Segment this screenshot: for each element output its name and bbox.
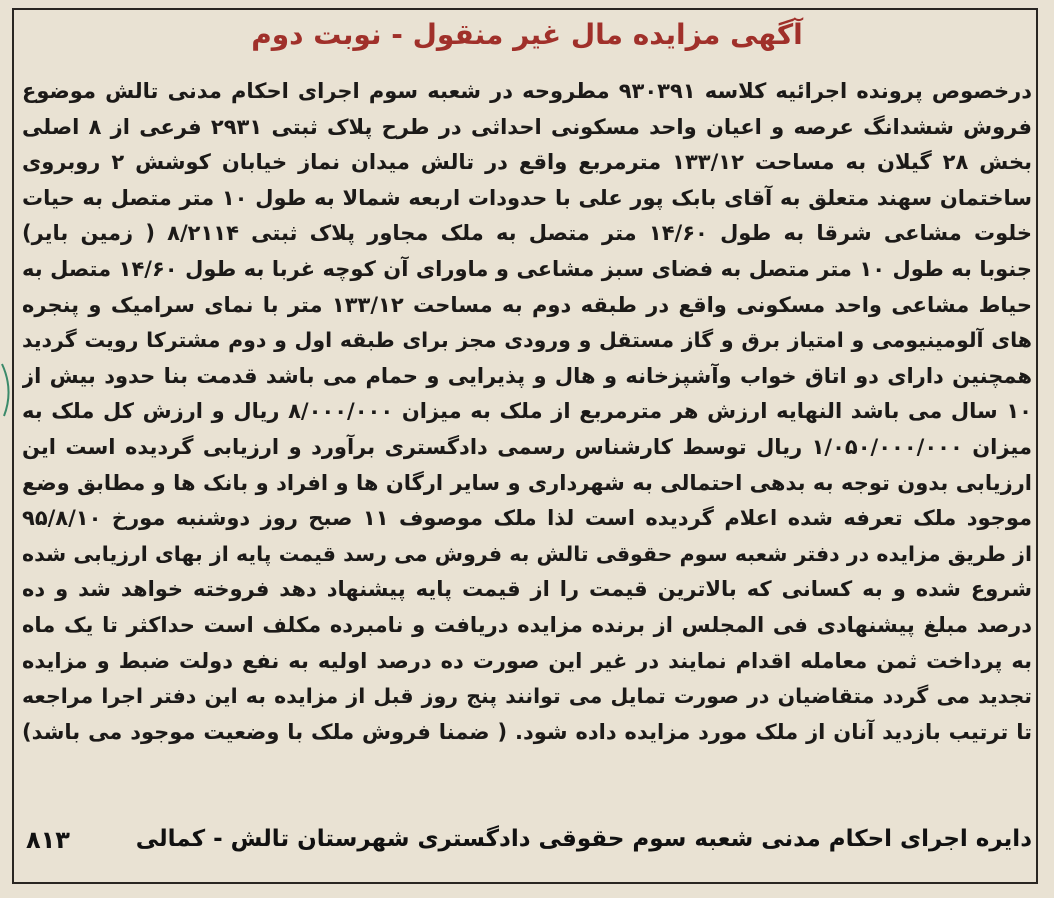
- notice-line: درصد مبلغ پیشنهادی فی المجلس از برنده مزایده دریافت و نامبرده مکلف است حداکثر تا یک ماه: [22, 612, 1032, 637]
- notice-line: همچنین دارای دو اتاق خواب وآشپزخانه و هال و پذیرایی و حمام می باشد قدمت بنا حدود بیش از: [22, 363, 1032, 388]
- notice-line: ساختمان سهند متعلق به آقای بابک پور علی با حدودات اربعه شمالا به طول ۱۰ متر متصل به حیات: [22, 185, 1032, 210]
- issuer-signature: دایره اجرای احکام مدنی شعبه سوم حقوقی دادگستری شهرستان تالش - کمالی: [135, 826, 1032, 852]
- notice-line: درخصوص پرونده اجرائیه کلاسه ۹۳۰۳۹۱ مطروحه در شعبه سوم اجرای احکام مدنی تالش موضوع: [22, 79, 1032, 103]
- notice-line: تجدید می گردد متقاضیان در صورت تمایل می توانند پنج روز قبل از مزایده به این دفتر اجرا مراجعه: [22, 684, 1032, 709]
- notice-line: های آلومینیومی و امتیاز برق و گاز مستقل و ورودی مجز برای طبقه اول و دوم مشترکا رویت گردید: [22, 328, 1032, 353]
- notice-footer: [22, 826, 1032, 862]
- notice-line: موجود ملک تعرفه شده اعلام گردیده است لذا ملک موصوف ۱۱ صبح روز دوشنبه مورخ ۹۵/۸/۱۰: [22, 506, 1032, 531]
- notice-line: ارزیابی بدون توجه به بدهی احتمالی به شهرداری و سایر ارگان ها و افراد و بانک ها و مطابق وضع: [22, 470, 1032, 495]
- notice-line: خلوت مشاعی شرقا به طول ۱۴/۶۰ متر متصل به ملک مجاور پلاک ثبتی ۸/۲۱۱۴ ( زمین بایر): [22, 221, 1032, 246]
- notice-line: شروع شده و به کسانی که بالاترین قیمت را از قیمت پایه پیشنهاد دهد فروخته خواهد شد و ده: [22, 577, 1032, 602]
- notice-body: [22, 74, 1032, 750]
- notice-line: بخش ۲۸ گیلان به مساحت ۱۳۳/۱۲ مترمربع واقع در تالش میدان نماز خیابان کوشش ۲ روبروی: [22, 150, 1032, 175]
- notice-line: حیاط مشاعی واحد مسکونی واقع در طبقه دوم به مساحت ۱۳۳/۱۲ متر با نمای سرامیک و پنجره: [22, 292, 1032, 317]
- notice-line: میزان ۱/۰۵۰/۰۰۰/۰۰۰ ریال توسط کارشناس رسمی دادگستری برآورد و ارزیابی گردیده است این: [22, 434, 1032, 459]
- notice-line: تا ترتیب بازدید آنان از ملک مورد مزایده داده شود. ( ضمنا فروش ملک با وضعیت موجود می باشد): [22, 719, 1032, 744]
- notice-line: جنوبا به طول ۱۰ متر متصل به فضای سبز مشاعی و ماورای آن کوچه غربا به طول ۱۴/۶۰ متصل به: [22, 256, 1032, 281]
- notice-line: فروش ششدانگ عرصه و اعیان واحد مسکونی احداثی در طرح پلاک ثبتی ۲۹۳۱ فرعی از ۸ اصلی: [22, 114, 1032, 139]
- notice-title: آگهی مزایده مال غیر منقول - نوبت دوم: [251, 18, 803, 51]
- notice-line: به پرداخت ثمن معامله اقدام نمایند در غیر این صورت ده درصد اولیه به نفع دولت ضبط و مزایده: [22, 648, 1032, 673]
- margin-pen-mark: [0, 360, 18, 420]
- notice-line: ۱۰ سال می باشد النهایه ارزش هر مترمربع از ملک به میزان ۸/۰۰۰/۰۰۰ ریال و ارزش کل ملک به: [22, 399, 1032, 424]
- notice-line: از طریق مزایده در دفتر شعبه سوم حقوقی تالش به فروش می رسد قیمت پایه از بهای ارزیابی شده: [22, 541, 1032, 566]
- ad-code: ۸۱۳: [26, 826, 70, 854]
